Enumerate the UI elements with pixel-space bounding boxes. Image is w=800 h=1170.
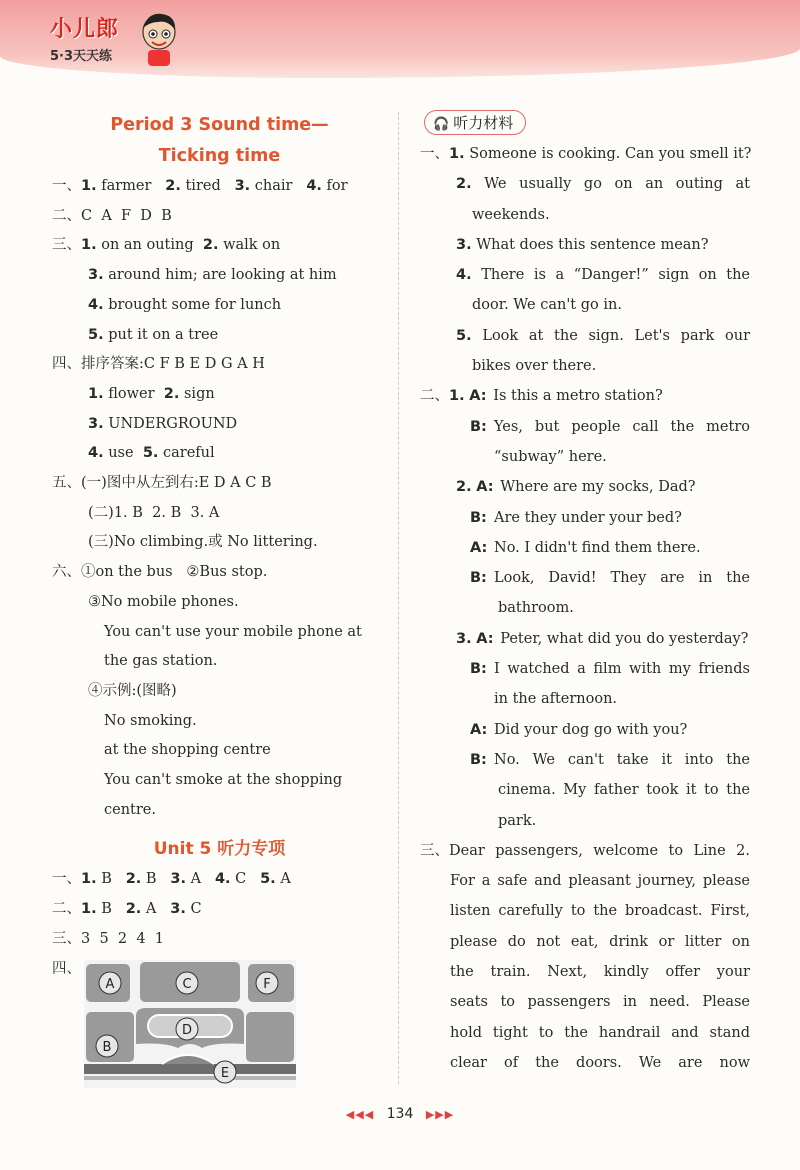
script-2-b2ba: B: Look, David! They are in the [470,570,750,587]
script-2-a1: 二、1. A: Is this a metro station? [420,388,663,405]
section-2: 二、C A F D B [52,207,172,224]
svg-text:C: C [182,977,192,992]
map-label-e [214,1061,236,1083]
section-3-line3: 4. brought some for lunch [88,296,282,313]
script-3-line1: 三、 Dear passengers, welcome to Line 2. [420,842,750,859]
logo-subtitle: 5·3天天练 [50,49,113,64]
script-2-a3: 3. A: Peter, what did you do yesterday? [456,630,749,647]
page-footer [0,1106,800,1122]
script-2-a3b: A: Did your dog go with you? [470,721,688,738]
unit-title: Unit 5 听力专项 [153,839,286,860]
script-2-b1a: B: Yes, but people call the metro [470,418,750,435]
script-3-line3: listen carefully to the broadcast. First, [450,903,750,920]
script-2-b1b: “subway” here. [494,448,607,465]
svg-text:B: B [102,1040,112,1055]
script-1-line7: 5. Look at the sign. Let's park our [456,327,750,344]
map-label-d [176,1018,198,1040]
map-label-b [96,1035,118,1057]
map-label-c [176,972,198,994]
script-2-b3b: in the afternoon. [494,691,618,708]
section-6-line2: ③No mobile phones. [88,593,239,610]
section-3-line4: 5. put it on a tree [88,326,219,343]
left-arrows-icon: ◀◀◀ [345,1108,375,1121]
script-1-line4: 3. What does this sentence mean? [456,236,709,253]
listening-material-tag: 🎧 听力材料 [424,110,526,135]
page-number: 134 [386,1106,414,1122]
unit-section-4-mark: 四、 [52,960,81,977]
map-label-a [99,972,121,994]
answer-column [52,110,387,984]
section-6-line1: 六、①on the bus ②Bus stop. [52,564,268,581]
script-2-b3bb: cinema. My father took it to the [498,782,750,799]
script-3-line8: clear of the doors. We are now [450,1054,750,1071]
header-band [0,0,800,78]
section-6-line5: ④示例:(图略) [88,682,177,699]
section-6-line8: You can't smoke at the shopping [104,772,343,789]
script-2-a2: 2. A: Where are my socks, Dad? [456,479,696,496]
unit-section-1: 一、1. B 2. B 3. A 4. C 5. A [52,871,291,888]
period-title-line1: Period 3 Sound time— [110,115,329,135]
script-2-b3a: B: I watched a film with my friends [470,661,750,678]
script-2-b2: B: Are they under your bed? [470,509,682,526]
section-6-line4: the gas station. [104,653,218,670]
section-1: 一、1. farmer 2. tired 3. chair 4. for [52,178,348,194]
headphones-icon: 🎧 [433,117,450,132]
unit-section-3: 三、3 5 2 4 1 [52,930,164,947]
script-2-b3ba: B: No. We can't take it into the [470,751,750,768]
section-6-line9: centre. [104,801,156,818]
section-4-order: 四、排序答案:C F B E D G A H [52,356,265,373]
script-1-line8: bikes over there. [472,358,597,375]
script-1-line2: 2. We usually go on an outing at [456,176,750,193]
script-3-line5: the train. Next, kindly offer your [450,964,750,981]
script-2-a2b: A: No. I didn't find them there. [470,539,701,556]
column-divider [398,112,399,1084]
logo-title: 小儿郎 [50,17,120,42]
brand-logo [50,12,119,64]
svg-text:A: A [105,977,115,992]
section-4-line2: 3. UNDERGROUND [88,415,238,432]
script-1-line1: 一、1. Someone is cooking. Can you smell it? [420,146,752,162]
script-2-b2bb: bathroom. [498,600,574,617]
section-6-line7: at the shopping centre [104,742,271,759]
section-6-line6: No smoking. [104,712,197,729]
section-3-line2: 3. around him; are looking at him [88,267,337,284]
script-3-line7: hold tight to the handrail and stand [450,1024,750,1041]
section-4-line3: 4. use 5. careful [88,445,215,462]
listening-script-column [420,110,750,1078]
section-5-line1: 五、(一)图中从左到右:E D A C B [52,475,272,492]
svg-text:E: E [220,1066,230,1081]
svg-text:D: D [181,1023,193,1038]
svg-text:F: F [263,977,271,992]
unit-section-2: 二、1. B 2. A 3. C [52,901,202,918]
script-3-line4: please do not eat, drink or litter on [450,933,750,950]
map-label-f [256,972,278,994]
map-figure [84,960,296,1088]
script-2-b3bc: park. [498,812,537,829]
section-5-line3: (三)No climbing.或 No littering. [88,534,318,551]
mascot-icon [138,10,180,68]
period-title-line2: Ticking time [158,146,281,166]
script-3-line6: seats to passengers in need. Please [450,994,750,1011]
script-1-line3: weekends. [472,206,550,223]
section-5-line2: (二)1. B 2. B 3. A [88,504,220,521]
section-4-line1: 1. flower 2. sign [88,385,215,402]
section-6-line3: You can't use your mobile phone at [104,623,362,640]
script-1-line6: door. We can't go in. [472,297,622,314]
section-3-line1: 三、1. on an outing 2. walk on [52,237,281,254]
script-3-line2: For a safe and pleasant journey, please [450,873,750,890]
right-arrows-icon: ▶▶▶ [425,1108,455,1121]
script-1-line5: 4. There is a “Danger!” sign on the [456,267,750,284]
